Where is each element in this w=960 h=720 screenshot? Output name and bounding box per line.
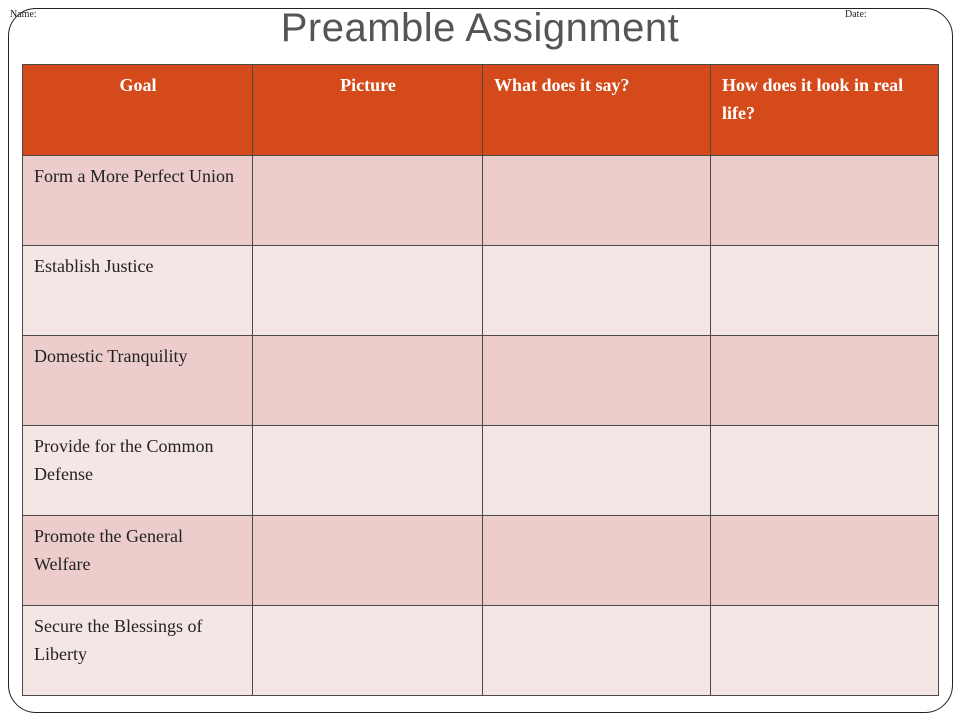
real-life-cell[interactable] [711, 336, 939, 426]
picture-cell[interactable] [253, 336, 483, 426]
table-row [23, 426, 939, 516]
column-header-picture: Picture [253, 65, 483, 156]
says-cell[interactable] [483, 156, 711, 246]
picture-cell[interactable] [253, 156, 483, 246]
says-cell[interactable] [483, 516, 711, 606]
table-row [23, 606, 939, 696]
table-row [23, 336, 939, 426]
says-cell[interactable] [483, 606, 711, 696]
real-life-cell[interactable] [711, 516, 939, 606]
date-label: Date: [845, 9, 867, 20]
goal-cell: Domestic Tranquility [23, 336, 253, 426]
table-header-row [23, 65, 939, 156]
table-row [23, 156, 939, 246]
goal-cell: Form a More Perfect Union [23, 156, 253, 246]
name-label: Name: [10, 9, 37, 20]
real-life-cell[interactable] [711, 426, 939, 516]
goal-cell: Establish Justice [23, 246, 253, 336]
picture-cell[interactable] [253, 426, 483, 516]
page-title: Preamble Assignment [280, 6, 680, 50]
column-header-real-life: How does it look in real life? [711, 65, 939, 156]
real-life-cell[interactable] [711, 246, 939, 336]
real-life-cell[interactable] [711, 606, 939, 696]
goal-cell: Secure the Blessings of Liberty [23, 606, 253, 696]
goal-cell: Provide for the Common Defense [23, 426, 253, 516]
column-header-goal: Goal [23, 65, 253, 156]
goal-cell: Promote the General Welfare [23, 516, 253, 606]
picture-cell[interactable] [253, 516, 483, 606]
assignment-table [22, 64, 939, 696]
column-header-what-does-it-say: What does it say? [483, 65, 711, 156]
says-cell[interactable] [483, 426, 711, 516]
says-cell[interactable] [483, 246, 711, 336]
says-cell[interactable] [483, 336, 711, 426]
picture-cell[interactable] [253, 606, 483, 696]
picture-cell[interactable] [253, 246, 483, 336]
table-row [23, 246, 939, 336]
real-life-cell[interactable] [711, 156, 939, 246]
table-row [23, 516, 939, 606]
